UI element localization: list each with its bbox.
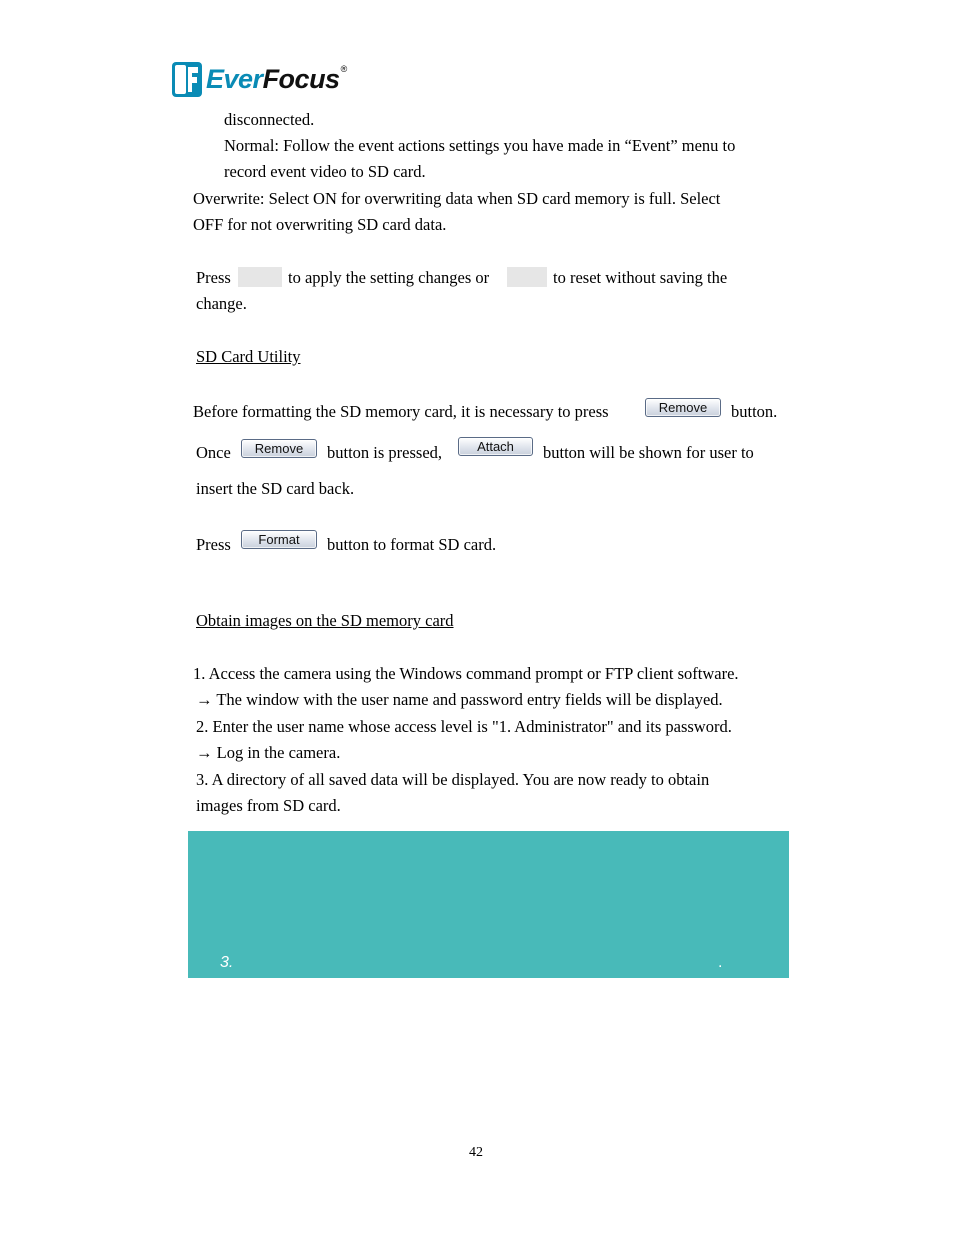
text-to-format: button to format SD card. bbox=[327, 535, 497, 554]
registered-mark: ® bbox=[340, 64, 348, 74]
everfocus-logo bbox=[171, 61, 347, 97]
text-press: Press bbox=[196, 268, 231, 287]
text-line: disconnected. bbox=[224, 110, 315, 129]
text-press: Press bbox=[196, 535, 231, 554]
page-number: 42 bbox=[469, 1145, 483, 1160]
logo-wordmark: EverFocus bbox=[206, 63, 340, 94]
step-1-result: → The window with the user name and password entry fields will be displayed. bbox=[196, 690, 723, 709]
text-will-be-shown: button will be shown for user to bbox=[543, 443, 754, 462]
text-button: button. bbox=[731, 402, 778, 421]
text-apply: to apply the setting changes or bbox=[288, 268, 490, 287]
apply-button-placeholder bbox=[238, 267, 282, 287]
step-1: 1. Access the camera using the Windows command prompt or FTP client software. bbox=[193, 664, 739, 683]
teal-step-number: 3. bbox=[220, 954, 234, 971]
text-line: record event video to SD card. bbox=[224, 162, 426, 181]
text-before-format: Before formatting the SD memory card, it is necessary to press bbox=[193, 402, 609, 421]
remove-button-image: Remove bbox=[645, 398, 721, 417]
text-is-pressed: button is pressed, bbox=[327, 443, 443, 462]
text-reset: to reset without saving the bbox=[553, 268, 728, 287]
text-change: change. bbox=[196, 294, 247, 313]
text-line: Normal: Follow the event actions settings you have made in “Event” menu to bbox=[224, 136, 736, 155]
heading-obtain-images: Obtain images on the SD memory card bbox=[196, 611, 454, 630]
attach-button-image: Attach bbox=[458, 437, 533, 456]
teal-screenshot-area bbox=[188, 831, 789, 978]
everfocus-logo-icon bbox=[171, 62, 203, 97]
teal-period: . bbox=[718, 954, 723, 971]
reset-button-placeholder bbox=[507, 267, 547, 287]
text-line: Overwrite: Select ON for overwriting data when SD card memory is full. Select bbox=[193, 189, 721, 208]
text-insert-back: insert the SD card back. bbox=[196, 479, 355, 498]
text-line: OFF for not overwriting SD card data. bbox=[193, 215, 447, 234]
format-button-image: Format bbox=[241, 530, 317, 549]
step-2-result: → Log in the camera. bbox=[196, 743, 341, 762]
step-2: 2. Enter the user name whose access level is "1. Administrator" and its password. bbox=[196, 717, 732, 736]
step-3-cont: images from SD card. bbox=[196, 796, 341, 815]
text-once: Once bbox=[196, 443, 231, 462]
heading-sd-card-utility: SD Card Utility bbox=[196, 347, 301, 366]
step-3: 3. A directory of all saved data will be displayed. You are now ready to obtain bbox=[196, 770, 710, 789]
remove-button-image: Remove bbox=[241, 439, 317, 458]
